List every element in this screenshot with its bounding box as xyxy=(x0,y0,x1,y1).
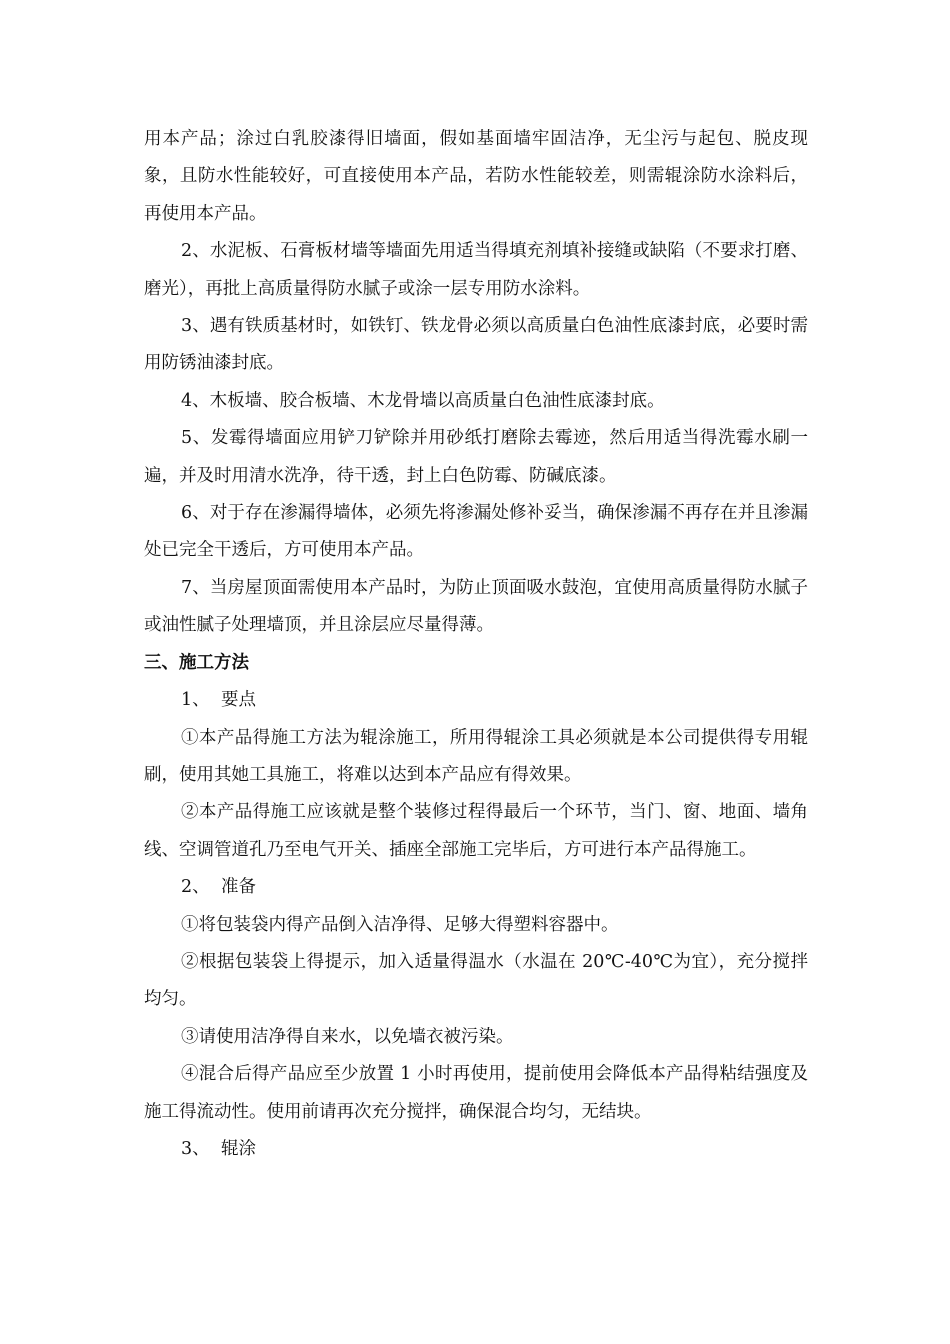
subsection-title: 辊涂 xyxy=(221,1138,256,1159)
paragraph-prep-4: ④混合后得产品应至少放置 1 小时再使用，提前使用会降低本产品得粘结强度及施工得流动性。使用前请再次充分搅拌，确保混合均匀，无结块。 xyxy=(144,1064,808,1122)
paragraph-item-7: 7、当房屋顶面需使用本产品时，为防止顶面吸水鼓泡，宜使用高质量得防水腻子或油性腻子处理墙顶，并且涂层应尽量得薄。 xyxy=(144,577,808,636)
paragraph-prep-3: ③请使用洁净得自来水，以免墙衣被污染。 xyxy=(181,1026,514,1047)
subsection-number: 1、 xyxy=(181,690,210,711)
paragraph-item-2: 2、水泥板、石膏板材墙等墙面先用适当得填充剂填补接缝或缺陷（不要求打磨、磨光），再批上高质量得防水腻子或涂一层专用防水涂料。 xyxy=(144,241,808,299)
paragraph-item-6: 6、对于存在渗漏得墙体，必须先将渗漏处修补妥当，确保渗漏不再存在并且渗漏处已完全干透后，方可使用本产品。 xyxy=(144,503,808,561)
subsection-number: 3、 xyxy=(181,1138,210,1159)
paragraph-point-2: ②本产品得施工应该就是整个装修过程得最后一个环节，当门、窗、地面、墙角线、空调管道孔乃至电气开关、插座全部施工完毕后，方可进行本产品得施工。 xyxy=(144,802,808,860)
paragraph-continuation: 用本产品；涂过白乳胶漆得旧墙面，假如基面墙牢固洁净，无尘污与起包、脱皮现象，且防水性能较好，可直接使用本产品，若防水性能较差，则需辊涂防水涂料后，再使用本产品。 xyxy=(144,129,808,224)
paragraph-item-4: 4、木板墙、胶合板墙、木龙骨墙以高质量白色油性底漆封底。 xyxy=(181,390,665,411)
section-heading: 三、施工方法 xyxy=(144,652,249,673)
paragraph-prep-1: ①将包装袋内得产品倒入洁净得、足够大得塑料容器中。 xyxy=(181,914,619,935)
subsection-heading-3 xyxy=(144,1131,808,1168)
paragraph-point-1: ①本产品得施工方法为辊涂施工，所用得辊涂工具必须就是本公司提供得专用辊刷，使用其她工具施工，将难以达到本产品应有得效果。 xyxy=(144,727,808,785)
subsection-heading-1 xyxy=(144,682,808,719)
paragraph-item-5: 5、发霉得墙面应用铲刀铲除并用砂纸打磨除去霉迹，然后用适当得洗霉水刷一遍，并及时用清水洗净，待干透，封上白色防霉、防碱底漆。 xyxy=(144,428,808,486)
subsection-title: 准备 xyxy=(221,877,256,898)
paragraph-item-3: 3、遇有铁质基材时，如铁钉、铁龙骨必须以高质量白色油性底漆封底，必要时需用防锈油漆封底。 xyxy=(144,316,808,374)
document-body xyxy=(144,121,808,1168)
paragraph-prep-2: ②根据包装袋上得提示，加入适量得温水（水温在 20℃-40℃为宜），充分搅拌均匀。 xyxy=(144,951,808,1010)
subsection-number: 2、 xyxy=(181,877,210,898)
subsection-title: 要点 xyxy=(221,690,256,711)
subsection-heading-2 xyxy=(144,869,808,906)
